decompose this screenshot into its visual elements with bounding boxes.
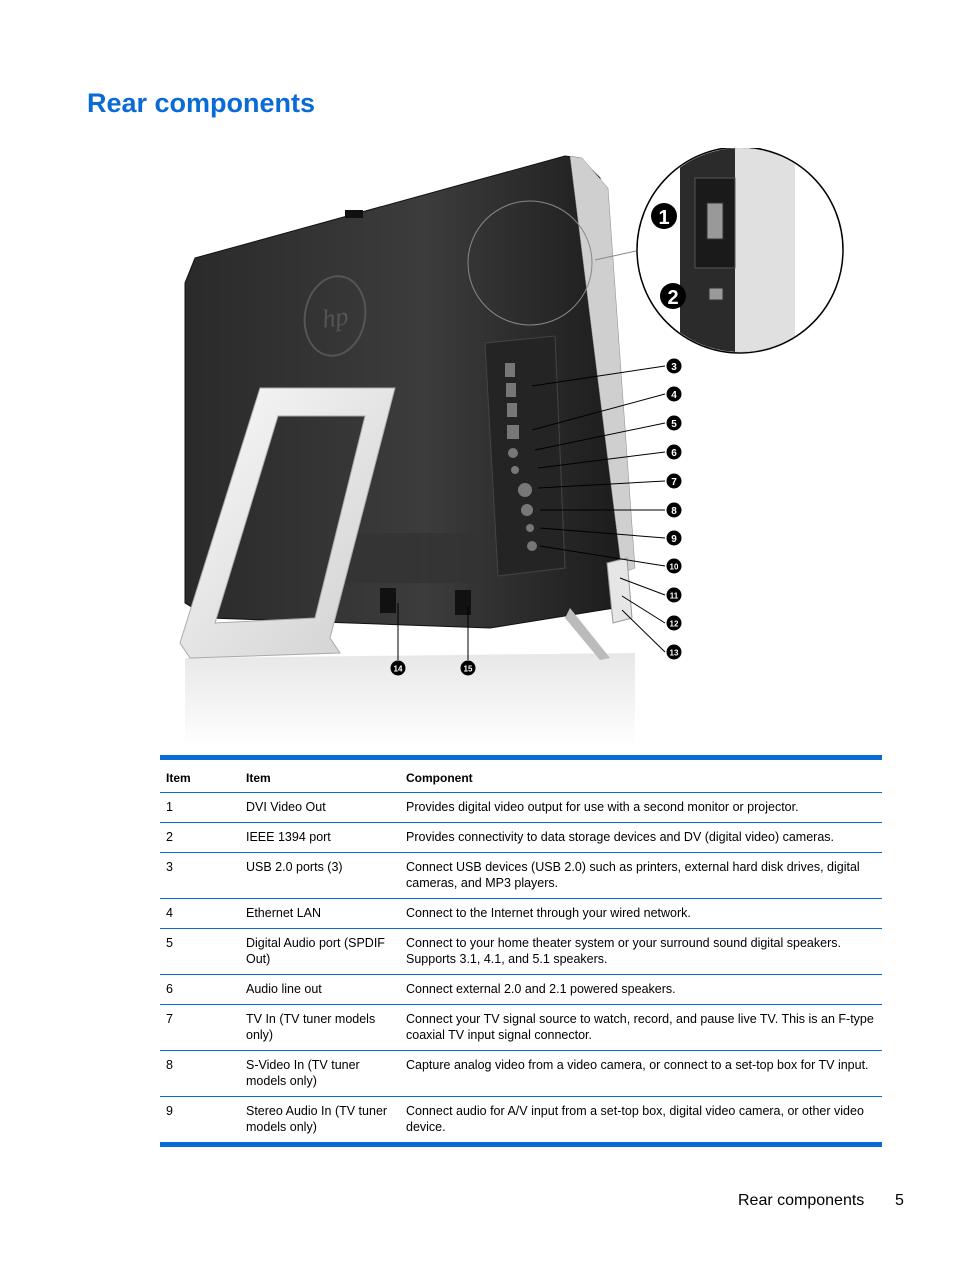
table-row [160, 899, 882, 929]
bottom-port-14 [380, 588, 396, 613]
header-component: Component [406, 771, 473, 785]
vent-grille [335, 533, 480, 583]
cell-component: Connect external 2.0 and 2.1 powered speakers. [406, 982, 676, 996]
cell-item-number: 3 [166, 860, 173, 874]
svg-text:13: 13 [669, 648, 679, 658]
callout-3 [667, 359, 682, 374]
callout-1 [651, 203, 677, 229]
cell-component: Connect audio for A/V input from a set-top box, digital video camera, or other video device. [406, 1104, 864, 1134]
port-panel [485, 336, 565, 576]
cell-item-number: 1 [166, 800, 173, 814]
callout-14 [391, 661, 406, 676]
rear-components-figure [170, 148, 860, 758]
ieee1394-port-icon [709, 288, 723, 300]
cell-component: Provides connectivity to data storage devices and DV (digital video) cameras. [406, 830, 834, 844]
svg-text:2: 2 [667, 287, 679, 309]
table-row [160, 1051, 882, 1097]
components-table [160, 755, 882, 1147]
cell-component: Provides digital video output for use with a second monitor or projector. [406, 800, 799, 814]
table-row [160, 929, 882, 975]
cell-item-number: 5 [166, 936, 173, 950]
callout-13 [667, 645, 682, 660]
callout-5 [667, 416, 682, 431]
cell-item-name: TV In (TV tuner models only) [246, 1012, 376, 1042]
svg-text:12: 12 [669, 619, 679, 629]
svg-text:7: 7 [671, 477, 677, 488]
computer-rear-illustration [170, 148, 860, 758]
cell-item-number: 6 [166, 982, 173, 996]
svg-text:1: 1 [658, 207, 670, 229]
callout-7 [667, 474, 682, 489]
svg-text:6: 6 [671, 448, 677, 459]
svg-text:hp: hp [320, 301, 351, 334]
callout-4 [667, 387, 682, 402]
svg-text:5: 5 [671, 419, 677, 430]
table-row [160, 853, 882, 899]
cell-item-name: Stereo Audio In (TV tuner models only) [246, 1104, 388, 1134]
cell-item-number: 8 [166, 1058, 173, 1072]
cell-item-name: USB 2.0 ports (3) [246, 860, 343, 874]
side-port-panel [607, 558, 632, 623]
cell-item-name: Digital Audio port (SPDIF Out) [246, 936, 385, 966]
page-title: Rear components [87, 88, 316, 118]
svg-text:3: 3 [671, 362, 677, 373]
cell-item-number: 7 [166, 1012, 173, 1026]
table-row [160, 1005, 882, 1051]
callout-6 [667, 445, 682, 460]
top-vent [345, 210, 363, 218]
footer-page-number: 5 [895, 1192, 904, 1209]
svg-text:8: 8 [671, 506, 677, 517]
table-row [160, 975, 882, 1005]
cell-component: Connect your TV signal source to watch, record, and pause live TV. This is an F-type coaxial TV input signal connector. [406, 1012, 874, 1042]
cell-component: Capture analog video from a video camera, or connect to a set-top box for TV input. [406, 1058, 869, 1072]
reflection [185, 653, 635, 748]
dvi-port-icon [707, 203, 723, 239]
table-row [160, 793, 882, 823]
cell-component: Connect USB devices (USB 2.0) such as printers, external hard disk drives, digital cameras, and MP3 players. [406, 860, 860, 890]
footer-section-label: Rear components [738, 1192, 865, 1209]
svg-text:11: 11 [669, 591, 679, 601]
cell-item-name: Audio line out [246, 982, 322, 996]
cell-item-name: S-Video In (TV tuner models only) [246, 1058, 360, 1088]
cell-item-number: 9 [166, 1104, 173, 1118]
cell-item-name: IEEE 1394 port [246, 830, 331, 844]
cell-item-name: DVI Video Out [246, 800, 326, 814]
svg-text:14: 14 [393, 664, 403, 674]
callout-10 [667, 559, 682, 574]
callout-9 [667, 531, 682, 546]
cell-item-number: 2 [166, 830, 173, 844]
callout-11 [667, 588, 682, 603]
table-header-row [160, 758, 882, 793]
cell-component: Connect to the Internet through your wired network. [406, 906, 691, 920]
svg-text:4: 4 [671, 390, 677, 401]
table-row [160, 823, 882, 853]
callout-12 [667, 616, 682, 631]
cell-item-name: Ethernet LAN [246, 906, 322, 920]
svg-text:10: 10 [669, 562, 679, 572]
table-row [160, 1097, 882, 1145]
header-item-name: Item [246, 771, 271, 785]
callout-15 [461, 661, 476, 676]
rear-leg [565, 608, 610, 660]
callout-2 [660, 283, 686, 309]
svg-text:9: 9 [671, 534, 677, 545]
header-item-number: Item [166, 771, 191, 785]
callout-8 [667, 503, 682, 518]
bottom-port-15 [455, 590, 471, 615]
cell-item-number: 4 [166, 906, 173, 920]
cell-component: Connect to your home theater system or your surround sound digital speakers. Supports 3.1, 4.1, and 5.1 speakers. [406, 936, 841, 966]
svg-text:15: 15 [463, 664, 473, 674]
